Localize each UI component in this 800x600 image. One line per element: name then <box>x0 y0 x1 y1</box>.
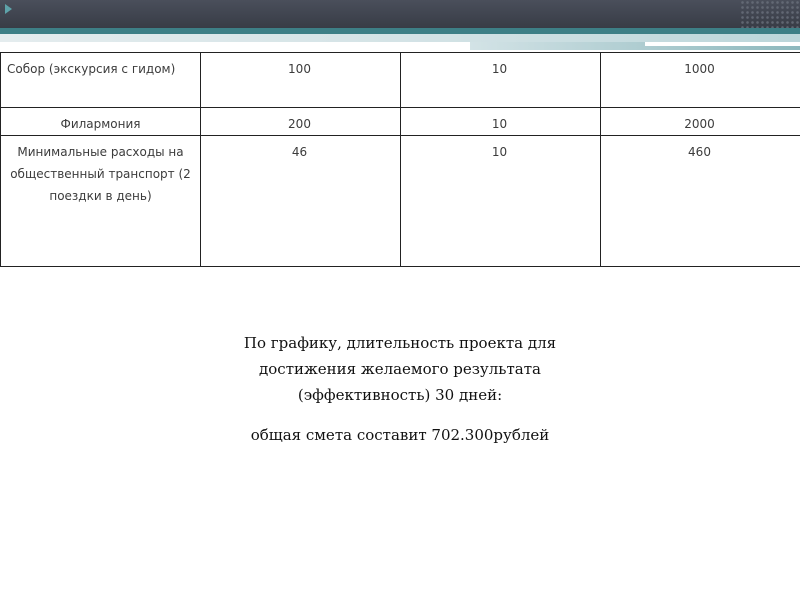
note-line: По графику, длительность проекта для <box>243 334 557 352</box>
total-cell: 460 <box>601 136 800 267</box>
row-name-cell: Собор (экскурсия с гидом) <box>1 53 201 108</box>
price-cell: 100 <box>201 53 401 108</box>
summary-note <box>0 330 800 448</box>
price-cell: 46 <box>201 136 401 267</box>
triangle-arrow-icon <box>5 4 12 14</box>
total-cell: 2000 <box>601 108 800 136</box>
header-bar <box>0 0 800 28</box>
budget-total-text: общая смета составит 702.300рублей <box>250 426 550 444</box>
note-line: достижения желаемого результата <box>259 360 541 378</box>
count-cell: 10 <box>401 53 601 108</box>
header-lower-gap <box>645 42 800 46</box>
header-light-strip <box>0 34 800 42</box>
count-cell: 10 <box>401 108 601 136</box>
row-name-cell: Минимальные расходы на общественный транспорт (2 поездки в день) <box>1 136 201 267</box>
table-row <box>1 108 800 136</box>
total-cell: 1000 <box>601 53 800 108</box>
row-name-cell: Филармония <box>1 108 201 136</box>
count-cell: 10 <box>401 136 601 267</box>
table-row <box>1 53 800 108</box>
cost-table <box>0 52 800 267</box>
table-row <box>1 136 800 267</box>
price-cell: 200 <box>201 108 401 136</box>
note-line: (эффективность) 30 дней: <box>297 386 503 404</box>
dot-pattern-decoration <box>740 0 800 28</box>
